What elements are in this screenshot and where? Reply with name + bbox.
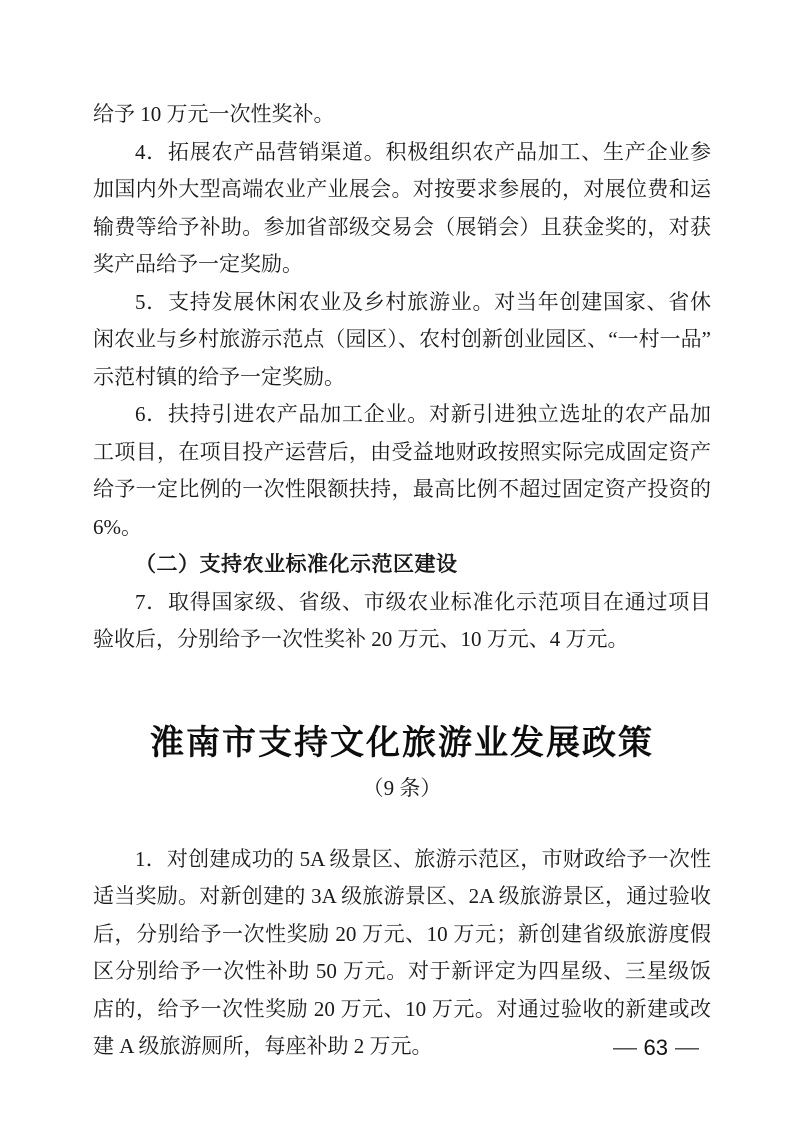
paragraph-item-7: 7．取得国家级、省级、市级农业标准化示范项目在通过项目验收后，分别给予一次性奖补 20 万元、10 万元、4 万元。	[93, 589, 711, 651]
document-title: 淮南市支持文化旅游业发展政策	[150, 724, 654, 762]
page-body	[93, 96, 711, 1066]
page-footer	[612, 1033, 699, 1063]
footer-dash-right: —	[675, 1037, 699, 1059]
page-number: 63	[643, 1035, 668, 1060]
paragraph-item-1: 1．对创建成功的 5A 级景区、旅游示范区，市财政给予一次性适当奖励。对新创建的 3A 级旅游景区、2A 级旅游景区，通过验收后，分别给予一次性奖励 20 万元、10 万元；新创建省级旅游度假区分别给予一次性补助 50 万元。对于新评定为四星级、三星级饭店的，给予一次性奖励 20 万元、10 万元。对通过验收的新建或改建 A 级旅游厕所，每座补助 2 万元。	[93, 846, 711, 1058]
paragraph-continuation: 给予 10 万元一次性奖补。	[93, 102, 335, 126]
document-subtitle: （9 条）	[362, 775, 442, 800]
footer-dash-left: —	[612, 1037, 637, 1059]
paragraph-item-6: 6．扶持引进农产品加工企业。对新引进独立选址的农产品加工项目，在项目投产运营后，由受益地财政按照实际完成固定资产给予一定比例的一次性限额扶持，最高比例不超过固定资产投资的 6%。	[93, 402, 711, 539]
paragraph-item-4: 4．拓展农产品营销渠道。积极组织农产品加工、生产企业参加国内外大型高端农业产业展会。对按要求参展的，对展位费和运输费等给予补助。参加省部级交易会（展销会）且获金奖的，对获奖产品给予一定奖励。	[93, 139, 711, 276]
subsection-heading-standardization: （二）支持农业标准化示范区建设	[135, 553, 458, 576]
paragraph-item-5: 5．支持发展休闲农业及乡村旅游业。对当年创建国家、省休闲农业与乡村旅游示范点（园区）、农村创新创业园区、“一村一品”示范村镇的给予一定奖励。	[93, 289, 711, 389]
